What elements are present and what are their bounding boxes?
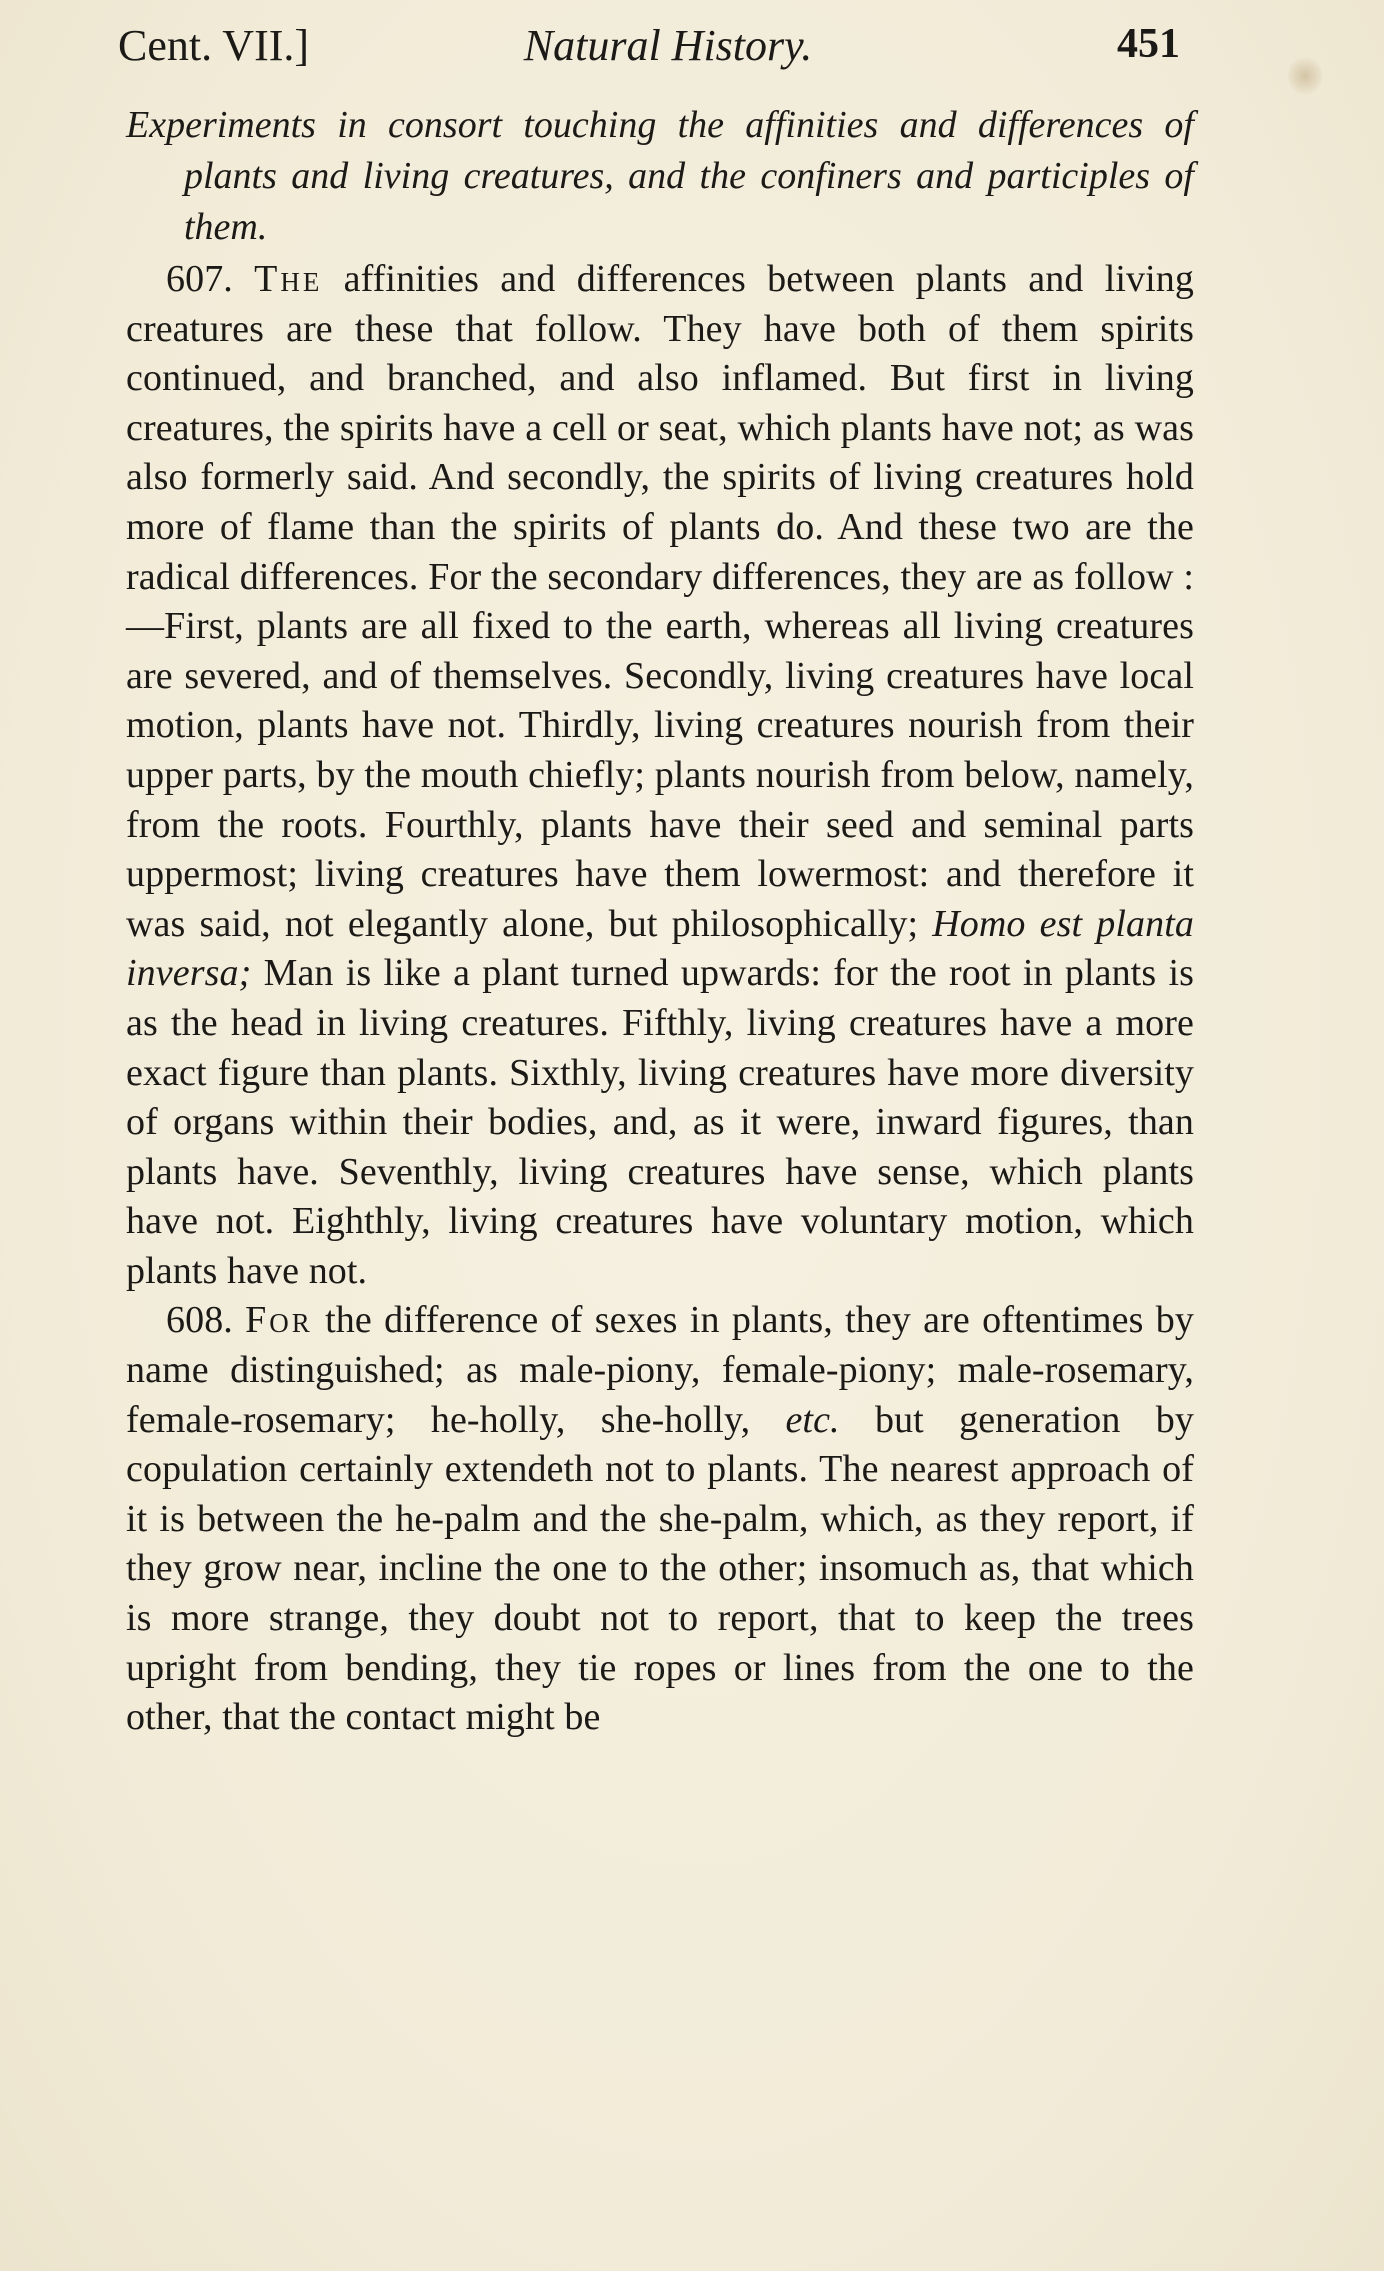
etc-abbreviation: etc. xyxy=(785,1398,840,1441)
latin-quote: Homo est planta inversa; xyxy=(126,902,1194,995)
paragraph-text: but generation by copulation certainly extendeth not to plants. The nearest approach of it is between the he-palm and the she-palm, which, as they report, if they grow near, incline the one to the other; insomuch as, that which is more strange, they doubt not to report, that to keep the trees upright from bending, they tie ropes or lines from the one to the other, that the contact might be xyxy=(126,1398,1194,1739)
paragraph-text: Man is like a plant turned upwards: for the root in plants is as the head in living creatures. Fifthly, living creatures have a more exact figure than plants. Sixthly, living creatures have more diversity of organs within their bodies, and, as it were, inward figures, than plants have. Seventhly, living creatures have sense, which plants have not. Eighthly, living creatures have voluntary motion, which plants have not. xyxy=(126,952,1194,1292)
page-body xyxy=(126,100,1194,1743)
running-header xyxy=(118,20,1180,90)
section-subtitle: Experiments in consort touching the affinities and differences of plants and living creatures, and the confiners and participles of them. xyxy=(126,104,1194,248)
lead-word: For xyxy=(245,1299,313,1342)
page-number: 451 xyxy=(1117,21,1180,67)
paragraph-number: 608. xyxy=(166,1299,233,1342)
paragraph-text: affinities and differences between plants and living creatures are these that follow. They have both of them spirits continued, and branched, and also inflamed. But first in living creatures, the spirits have a cell or seat, which plants have not; as was also formerly said. And secondly, the spirits of living creatures hold more of flame than the spirits of plants do. And these two are the radical differences. For the secondary differences, they are as follow :—First, plants are all fixed to the earth, whereas all living creatures are severed, and of themselves. Secondly, living creatures have local motion, plants have not. Thirdly, living creatures nourish from their upper parts, by the mouth chiefly; plants nourish from below, namely, from the roots. Fourthly, plants have their seed and seminal parts uppermost; living creatures have them lowermost: and therefore it was said, not elegantly alone, but philosophically; xyxy=(126,258,1194,945)
paragraph-607 xyxy=(126,255,1194,1296)
paragraph-text: the difference of sexes in plants, they are oftentimes by name distinguished; as male-piony, female-piony; male-rosemary, female-rosemary; he-holly, she-holly, xyxy=(126,1299,1194,1441)
header-century: Cent. VII.] xyxy=(118,21,310,70)
lead-word: The xyxy=(254,258,323,300)
paragraph-number: 607. xyxy=(166,258,233,300)
paragraph-608 xyxy=(126,1296,1194,1742)
paper-stain xyxy=(1288,56,1322,96)
header-title: Natural History. xyxy=(523,21,813,70)
